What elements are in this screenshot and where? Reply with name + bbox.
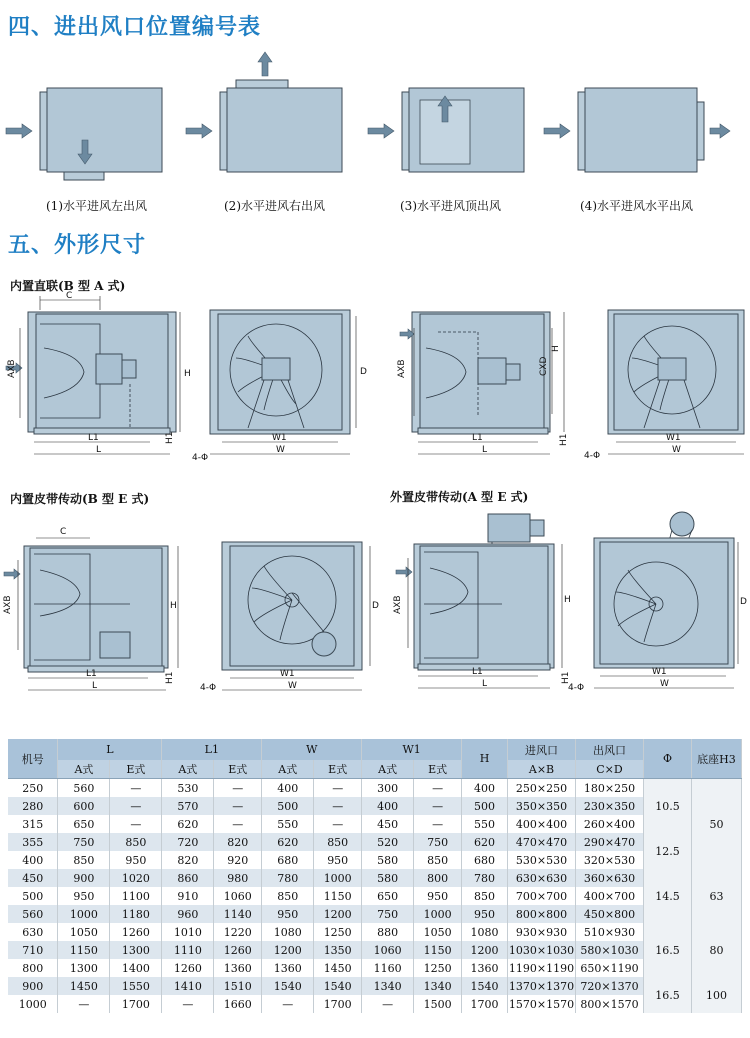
dim-d-3: D <box>740 597 747 607</box>
table-cell: 630×630 <box>508 869 576 887</box>
th-base: 底座H3 <box>691 739 741 779</box>
table-cell: — <box>162 995 214 1013</box>
phi-cell: 12.5 <box>643 833 691 869</box>
dim-h-3: H <box>170 601 177 611</box>
dim-w-4: W <box>660 679 669 689</box>
table-cell: 950 <box>314 851 362 869</box>
dim-w: W <box>276 445 285 455</box>
table-cell: 510×930 <box>576 923 644 941</box>
dim-phi-3: 4-Φ <box>200 683 217 693</box>
table-cell: 1000 <box>58 905 110 923</box>
table-cell: 500 <box>8 887 58 905</box>
table-cell: 1550 <box>110 977 162 995</box>
table-cell: 450 <box>8 869 58 887</box>
table-cell: 500 <box>262 797 314 815</box>
table-cell: — <box>362 995 414 1013</box>
table-cell: 620 <box>262 833 314 851</box>
table-cell: 1300 <box>58 959 110 977</box>
table-cell: 650 <box>362 887 414 905</box>
table-cell: 400×700 <box>576 887 644 905</box>
phi-cell: 10.5 <box>643 779 691 834</box>
table-cell: 950 <box>414 887 462 905</box>
dim-h1-3: H1 <box>165 671 175 684</box>
table-cell: 315 <box>8 815 58 833</box>
table-cell: 1000 <box>8 995 58 1013</box>
table-cell: 620 <box>462 833 508 851</box>
table-cell: 780 <box>462 869 508 887</box>
table-cell: 1370×1370 <box>508 977 576 995</box>
th-w-a: A式 <box>262 760 314 779</box>
table-cell: 1350 <box>314 941 362 959</box>
table-cell: 1700 <box>110 995 162 1013</box>
th-w: W <box>262 739 362 760</box>
table-cell: 680 <box>262 851 314 869</box>
table-cell: — <box>414 797 462 815</box>
table-cell: 620 <box>162 815 214 833</box>
table-cell: 1180 <box>110 905 162 923</box>
dim-w1-2: W1 <box>666 433 681 443</box>
table-cell: 250×250 <box>508 779 576 798</box>
table-row <box>8 797 742 815</box>
dim-w1-3: W1 <box>280 669 295 679</box>
table-cell: 800 <box>8 959 58 977</box>
section5-title: 五、外形尺寸 <box>8 233 147 258</box>
outlet-diagram-4 <box>540 60 740 190</box>
direct-drive-front-view-2 <box>580 288 750 468</box>
table-cell: 950 <box>262 905 314 923</box>
table-cell: 1450 <box>58 977 110 995</box>
table-cell: 930×930 <box>508 923 576 941</box>
table-cell: 1110 <box>162 941 214 959</box>
dim-axb: AXB <box>7 359 17 378</box>
table-cell: — <box>214 797 262 815</box>
dim-phi-4: 4-Φ <box>568 683 585 693</box>
table-cell: 910 <box>162 887 214 905</box>
direct-drive-side-view <box>0 288 200 468</box>
table-cell: 1150 <box>414 941 462 959</box>
th-outlet-size: C×D <box>576 760 644 779</box>
table-cell: 1700 <box>462 995 508 1013</box>
table-cell: 1060 <box>362 941 414 959</box>
th-l1-e: E式 <box>214 760 262 779</box>
table-cell: 360×630 <box>576 869 644 887</box>
table-cell: 720×1370 <box>576 977 644 995</box>
table-cell: 280 <box>8 797 58 815</box>
dim-w1-4: W1 <box>652 667 667 677</box>
table-cell: 1360 <box>262 959 314 977</box>
table-cell: 500 <box>462 797 508 815</box>
table-row <box>8 869 742 887</box>
table-cell: — <box>262 995 314 1013</box>
table-cell: 1400 <box>110 959 162 977</box>
table-row <box>8 923 742 941</box>
table-cell: 400 <box>262 779 314 798</box>
table-cell: 720 <box>162 833 214 851</box>
table-cell: 450×800 <box>576 905 644 923</box>
table-cell: 1080 <box>462 923 508 941</box>
table-cell: — <box>314 779 362 798</box>
table-row <box>8 779 742 798</box>
table-cell: 950 <box>58 887 110 905</box>
table-cell: 650 <box>58 815 110 833</box>
dim-cxd: CXD <box>539 356 549 376</box>
table-cell: 600 <box>58 797 110 815</box>
th-l: L <box>58 739 162 760</box>
th-inlet-size: A×B <box>508 760 576 779</box>
outlet-caption-1: (1)水平进风左出风 <box>46 199 147 213</box>
th-outlet: 出风口 <box>576 739 644 760</box>
table-row <box>8 995 742 1013</box>
table-cell: 1410 <box>162 977 214 995</box>
table-cell: 1140 <box>214 905 262 923</box>
table-cell: 550 <box>262 815 314 833</box>
table-cell: 860 <box>162 869 214 887</box>
table-row <box>8 941 742 959</box>
table-row <box>8 977 742 995</box>
table-cell: 750 <box>58 833 110 851</box>
table-cell: 850 <box>414 851 462 869</box>
table-cell: 800×800 <box>508 905 576 923</box>
section4-title: 四、进出风口位置编号表 <box>8 15 262 40</box>
outer-belt-side-view <box>392 504 592 694</box>
table-cell: 980 <box>214 869 262 887</box>
th-inlet: 进风口 <box>508 739 576 760</box>
dim-d: D <box>360 367 367 377</box>
base-cell: 50 <box>691 779 741 870</box>
table-cell: 1510 <box>214 977 262 995</box>
dim-d-2: D <box>372 601 379 611</box>
table-cell: 850 <box>462 887 508 905</box>
dim-l1: L1 <box>88 433 99 443</box>
table-cell: 850 <box>110 833 162 851</box>
table-cell: 320×530 <box>576 851 644 869</box>
phi-cell: 14.5 <box>643 869 691 923</box>
base-cell: 100 <box>691 977 741 1013</box>
dim-c: C <box>66 291 73 301</box>
dim-h-2: H <box>551 345 561 352</box>
table-cell: 580 <box>362 851 414 869</box>
table-cell: 820 <box>162 851 214 869</box>
th-model: 机号 <box>8 739 58 779</box>
table-cell: 1080 <box>262 923 314 941</box>
table-cell: 1540 <box>462 977 508 995</box>
table-cell: 400 <box>8 851 58 869</box>
table-cell: — <box>214 779 262 798</box>
table-row <box>8 851 742 869</box>
dim-c-2: C <box>60 527 67 537</box>
table-cell: 550 <box>462 815 508 833</box>
table-cell: 250 <box>8 779 58 798</box>
table-cell: 580×1030 <box>576 941 644 959</box>
th-w1-e: E式 <box>414 760 462 779</box>
table-cell: 1200 <box>462 941 508 959</box>
table-cell: 750 <box>414 833 462 851</box>
th-l-a: A式 <box>58 760 110 779</box>
dim-phi-2: 4-Φ <box>584 451 601 461</box>
dim-w-2: W <box>672 445 681 455</box>
dim-l-2: L <box>482 445 488 455</box>
table-cell: 350×350 <box>508 797 576 815</box>
dim-h: H <box>184 369 191 379</box>
dim-w1: W1 <box>272 433 287 443</box>
th-w1: W1 <box>362 739 462 760</box>
table-cell: 850 <box>314 833 362 851</box>
outlet-caption-4: (4)水平进风水平出风 <box>580 199 693 213</box>
table-cell: 1260 <box>214 941 262 959</box>
table-cell: — <box>414 779 462 798</box>
table-cell: 1220 <box>214 923 262 941</box>
table-cell: 1200 <box>262 941 314 959</box>
table-cell: 1660 <box>214 995 262 1013</box>
dim-axb-2: AXB <box>397 359 407 378</box>
dimension-table <box>8 739 742 1013</box>
table-cell: 520 <box>362 833 414 851</box>
table-cell: 680 <box>462 851 508 869</box>
table-cell: 1540 <box>262 977 314 995</box>
th-phi: Φ <box>643 739 691 779</box>
dim-l1-4: L1 <box>472 667 483 677</box>
dim-h1-2: H1 <box>559 433 569 446</box>
table-cell: 1010 <box>162 923 214 941</box>
table-cell: 355 <box>8 833 58 851</box>
dim-l-4: L <box>482 679 488 689</box>
table-cell: 530×530 <box>508 851 576 869</box>
table-cell: 300 <box>362 779 414 798</box>
subtitle-inner-belt: 内置皮带传动(B 型 E 式) <box>10 492 150 506</box>
table-cell: 900 <box>8 977 58 995</box>
table-cell: 850 <box>262 887 314 905</box>
table-cell: 1300 <box>110 941 162 959</box>
table-cell: 880 <box>362 923 414 941</box>
table-cell: 710 <box>8 941 58 959</box>
dim-axb-4: AXB <box>393 595 403 614</box>
inner-belt-front-view <box>196 520 379 695</box>
table-cell: 580 <box>362 869 414 887</box>
outlet-diagram-2 <box>180 48 360 190</box>
dim-l-3: L <box>92 681 98 691</box>
table-cell: 560 <box>58 779 110 798</box>
table-cell: 1250 <box>314 923 362 941</box>
table-cell: 450 <box>362 815 414 833</box>
th-l1-a: A式 <box>162 760 214 779</box>
direct-drive-side-view-2 <box>392 288 582 468</box>
table-cell: 1020 <box>110 869 162 887</box>
table-cell: 1150 <box>58 941 110 959</box>
table-cell: 1190×1190 <box>508 959 576 977</box>
table-cell: — <box>314 815 362 833</box>
table-row <box>8 833 742 851</box>
th-l-e: E式 <box>110 760 162 779</box>
table-row <box>8 815 742 833</box>
table-cell: — <box>314 797 362 815</box>
table-cell: 1000 <box>314 869 362 887</box>
table-cell: 1360 <box>214 959 262 977</box>
th-w-e: E式 <box>314 760 362 779</box>
table-cell: — <box>110 815 162 833</box>
table-cell: 800 <box>414 869 462 887</box>
table-cell: — <box>110 779 162 798</box>
base-cell: 80 <box>691 923 741 977</box>
dim-h1-4: H1 <box>561 671 571 684</box>
dim-l1-2: L1 <box>472 433 483 443</box>
dim-h1: H1 <box>165 431 175 444</box>
table-cell: 950 <box>462 905 508 923</box>
table-cell: 1050 <box>58 923 110 941</box>
outer-belt-front-view <box>568 504 750 694</box>
table-cell: 1700 <box>314 995 362 1013</box>
table-row <box>8 959 742 977</box>
th-l1: L1 <box>162 739 262 760</box>
dim-w-3: W <box>288 681 297 691</box>
table-cell: 260×400 <box>576 815 644 833</box>
table-cell: 1200 <box>314 905 362 923</box>
table-cell: 1000 <box>414 905 462 923</box>
table-cell: 650×1190 <box>576 959 644 977</box>
table-cell: 950 <box>110 851 162 869</box>
table-cell: 1360 <box>462 959 508 977</box>
table-cell: 1260 <box>162 959 214 977</box>
dim-l: L <box>96 445 102 455</box>
table-cell: 530 <box>162 779 214 798</box>
table-cell: 630 <box>8 923 58 941</box>
table-row <box>8 887 742 905</box>
subtitle-direct-drive: 内置直联(B 型 A 式) <box>10 279 126 293</box>
table-cell: 960 <box>162 905 214 923</box>
table-cell: 180×250 <box>576 779 644 798</box>
table-cell: 850 <box>58 851 110 869</box>
outlet-diagram-1 <box>0 60 180 190</box>
direct-drive-front-view <box>192 288 372 468</box>
table-cell: 1540 <box>314 977 362 995</box>
table-cell: — <box>110 797 162 815</box>
table-row <box>8 905 742 923</box>
table-cell: 1160 <box>362 959 414 977</box>
table-cell: 700×700 <box>508 887 576 905</box>
table-cell: 1260 <box>110 923 162 941</box>
outlet-caption-3: (3)水平进风顶出风 <box>400 199 501 213</box>
table-cell: 290×470 <box>576 833 644 851</box>
phi-cell: 16.5 <box>643 923 691 977</box>
table-cell: 920 <box>214 851 262 869</box>
dim-l1-3: L1 <box>86 669 97 679</box>
table-cell: — <box>414 815 462 833</box>
table-cell: — <box>58 995 110 1013</box>
table-cell: 1340 <box>362 977 414 995</box>
dim-phi: 4-Φ <box>192 453 209 463</box>
dim-axb-3: AXB <box>3 595 13 614</box>
table-cell: 1030×1030 <box>508 941 576 959</box>
table-cell: 900 <box>58 869 110 887</box>
table-cell: 230×350 <box>576 797 644 815</box>
outlet-caption-2: (2)水平进风右出风 <box>224 199 325 213</box>
table-cell: 1150 <box>314 887 362 905</box>
table-cell: 1100 <box>110 887 162 905</box>
table-cell: 1570×1570 <box>508 995 576 1013</box>
outlet-diagram-3 <box>362 60 542 190</box>
th-w1-a: A式 <box>362 760 414 779</box>
table-cell: 400 <box>362 797 414 815</box>
phi-cell: 16.5 <box>643 977 691 1013</box>
dim-h-4: H <box>564 595 571 605</box>
table-cell: 400×400 <box>508 815 576 833</box>
table-cell: 1340 <box>414 977 462 995</box>
table-cell: 570 <box>162 797 214 815</box>
table-cell: 400 <box>462 779 508 798</box>
table-cell: 780 <box>262 869 314 887</box>
table-cell: 470×470 <box>508 833 576 851</box>
table-cell: 1250 <box>414 959 462 977</box>
table-cell: 1500 <box>414 995 462 1013</box>
table-cell: 820 <box>214 833 262 851</box>
inner-belt-side-view <box>0 520 200 695</box>
th-h: H <box>462 739 508 779</box>
subtitle-outer-belt: 外置皮带传动(A 型 E 式) <box>390 490 529 504</box>
table-cell: — <box>214 815 262 833</box>
table-cell: 1450 <box>314 959 362 977</box>
base-cell: 63 <box>691 869 741 923</box>
table-cell: 800×1570 <box>576 995 644 1013</box>
table-cell: 1060 <box>214 887 262 905</box>
table-cell: 1050 <box>414 923 462 941</box>
table-cell: 560 <box>8 905 58 923</box>
table-cell: 750 <box>362 905 414 923</box>
